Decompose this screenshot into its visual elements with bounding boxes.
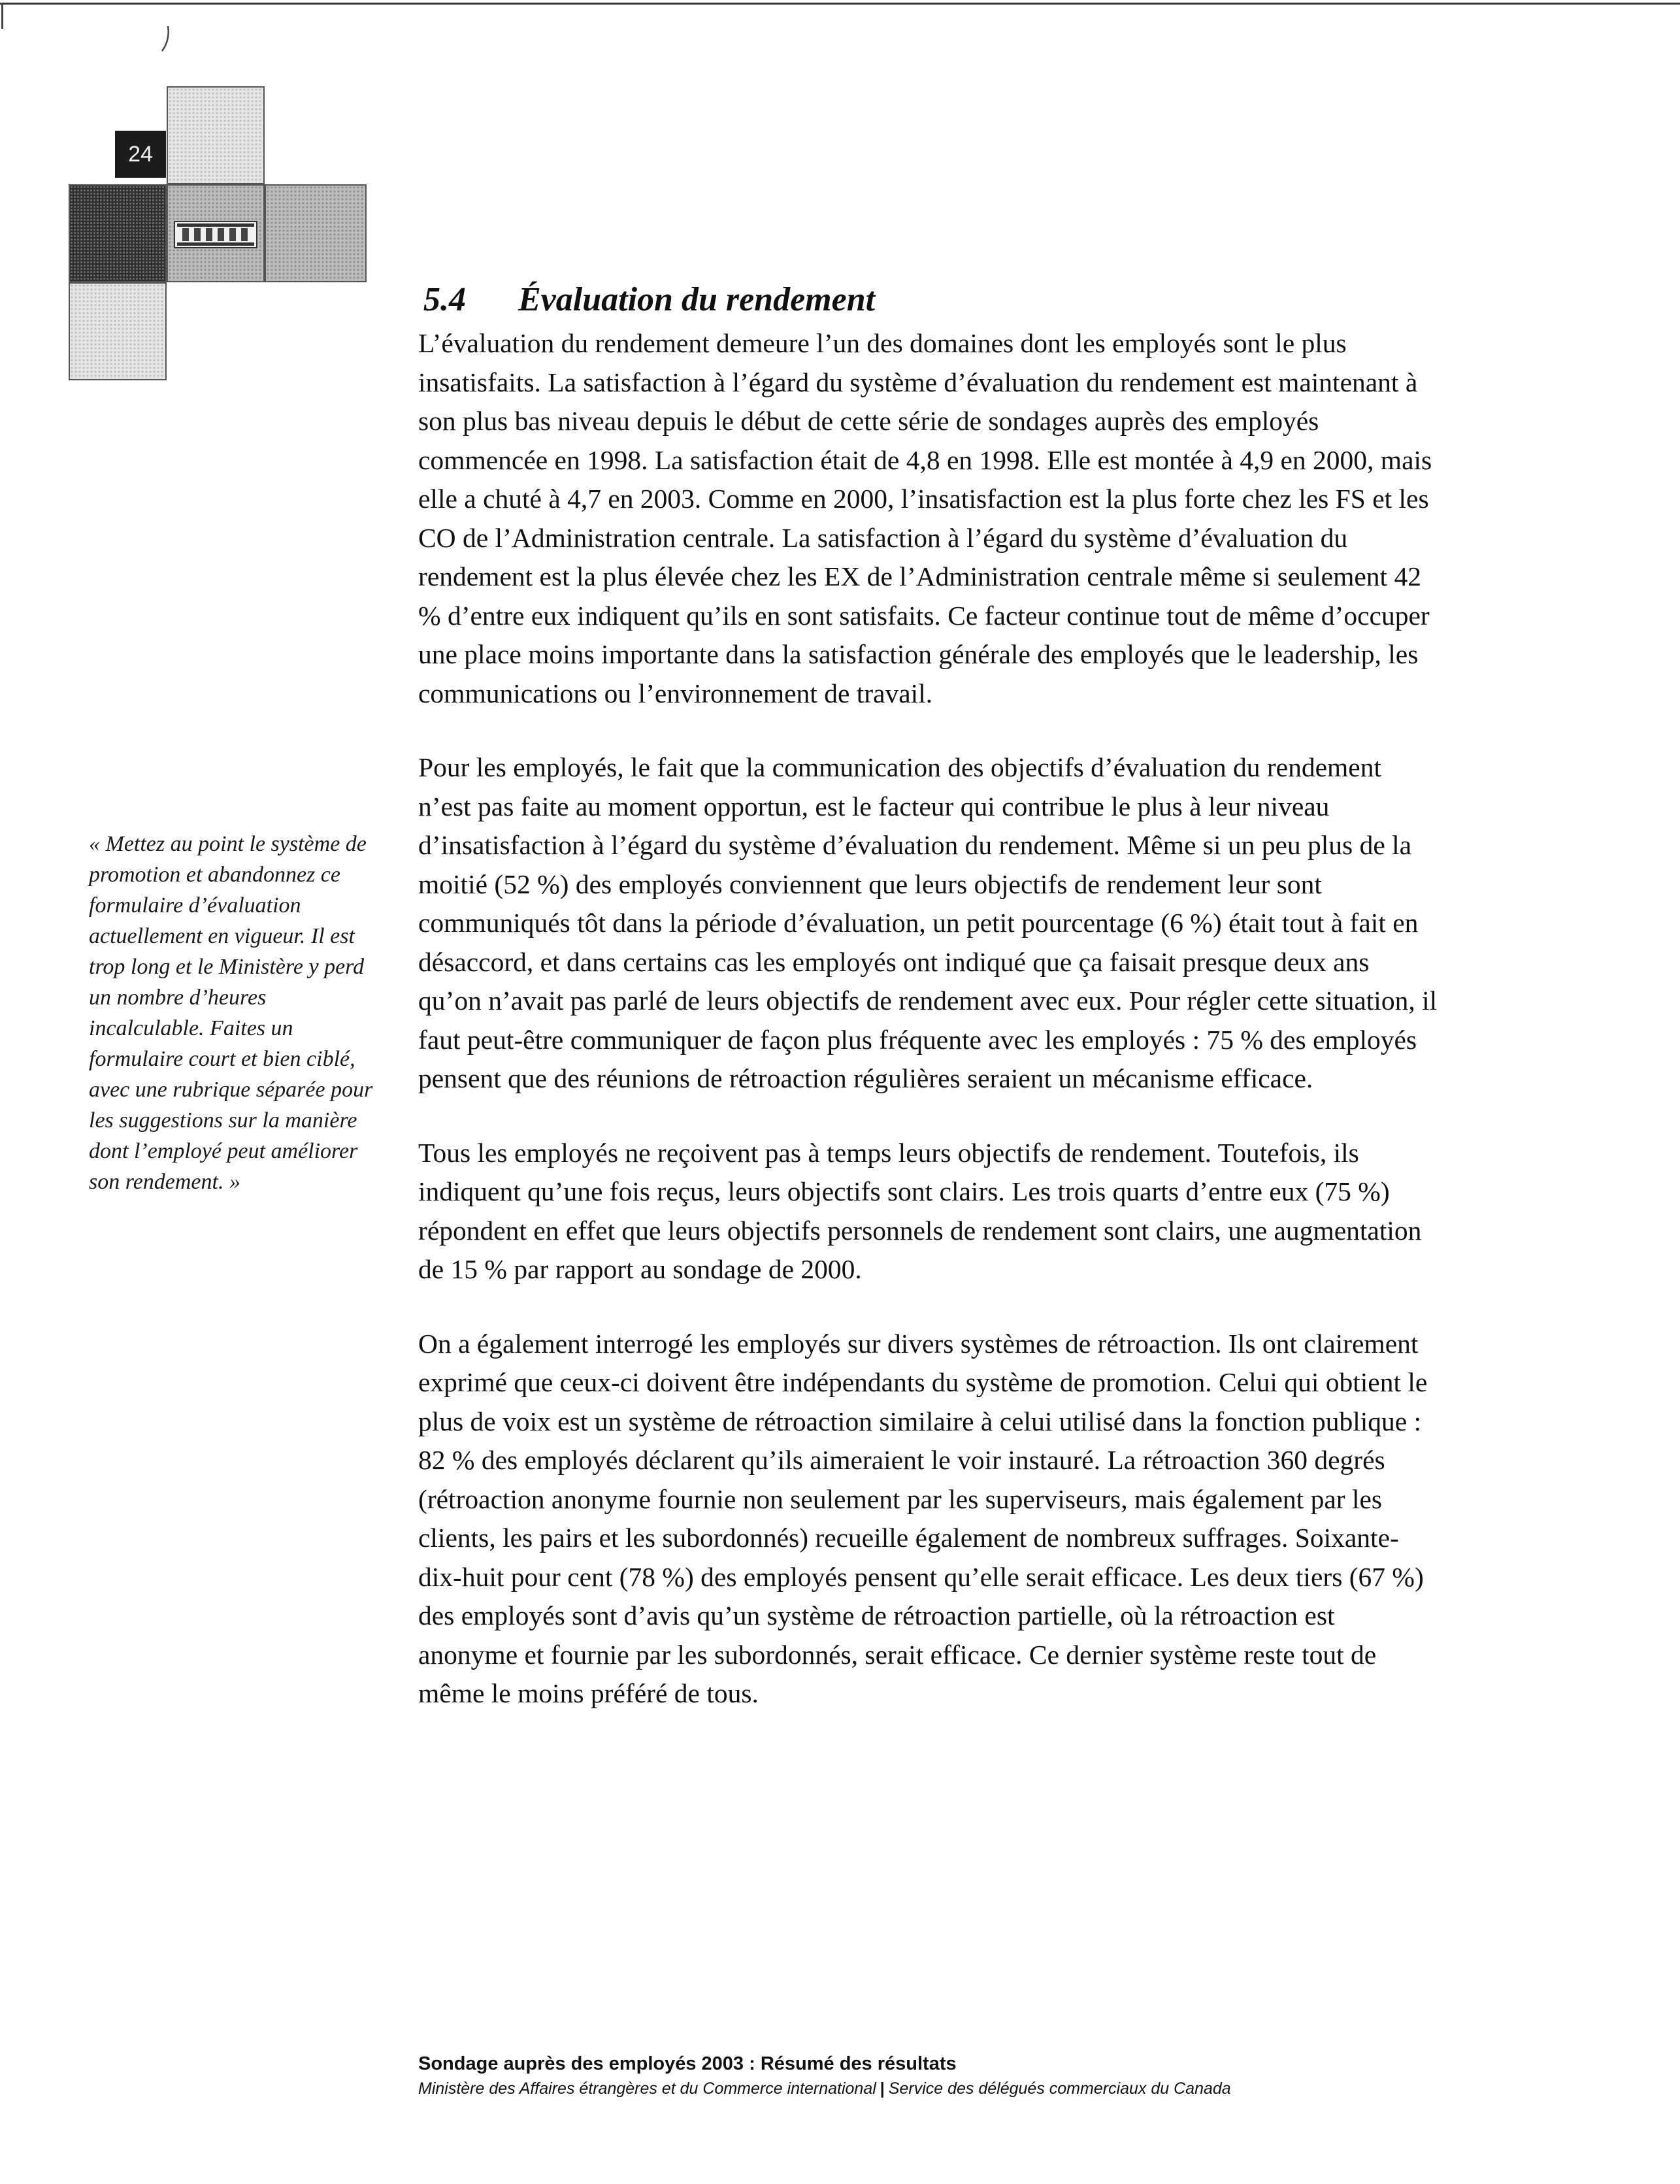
paragraph: L’évaluation du rendement demeure l’un des domaines dont les employés sont le plus insatisfaits. La satisfaction à l’égard du système d’évaluation du rendement est maintenant à son plus bas niveau depuis le début de cette série de sondages auprès des employés commencée en 1998. La satisfaction était de 4,8 en 1998. Elle est montée à 4,9 en 2000, mais elle a chuté à 4,7 en 2003. Comme en 2000, l’insatisfaction est la plus forte chez les FS et les CO de l’Administration centrale. La satisfaction à l’égard du système d’évaluation du rendement est la plus élevée chez les EX de l’Administration centrale même si seulement 42 % d’entre eux indiquent qu’ils en sont satisfaits. Ce facteur continue tout de même d’occuper une place moins importante dans la satisfaction générale des employés que le leadership, les communications ou l’environnement de travail. xyxy=(418,328,1432,708)
sidebar-quote: « Mettez au point le système de promotion et abandonnez ce formulaire d’évaluation actuellement en vigueur. Il est trop long et le Ministère y perd un nombre d’heures incalculable. Faites un formulaire court et bien ciblé, avec une rubrique séparée pour les suggestions sur la manière dont l’employé peut améliorer son rendement. » xyxy=(89,832,373,1194)
section-heading xyxy=(423,275,1600,325)
paragraph: On a également interrogé les employés sur divers systèmes de rétroaction. Ils ont clairement exprimé que ceux-ci doivent être indépendants du système de promotion. Celui qui obtient le plus de voix est un système de rétroaction similaire à celui utilisé dans la fonction publique : 82 % des employés déclarent qu’ils aimeraient le voir instauré. La rétroaction 360 degrés (rétroaction anonyme fournie non seulement par les superviseurs, mais également par les clients, les pairs et les subordonnés) recueille également de nombreux suffrages. Soixante-dix-huit pour cent (78 %) des employés pensent qu’elle serait efficace. Les deux tiers (67 %) des employés sont d’avis qu’un système de rétroaction partielle, où la rétroaction est anonyme et fournie par les subordonnés, serait efficace. Ce dernier système reste tout de même le moins préféré de tous. xyxy=(418,1328,1428,1708)
footer-service: Service des délégués commerciaux du Canada xyxy=(888,2079,1231,2098)
section-number: 5.4 xyxy=(423,281,466,319)
building-logo-icon xyxy=(168,186,263,281)
footer-title: Sondage auprès des employés 2003 : Résumé des résultats xyxy=(418,2053,957,2074)
paragraph: Pour les employés, le fait que la communication des objectifs d’évaluation du rendement n’est pas faite au moment opportun, est le facteur qui contribue le plus à leur niveau d’insatisfaction à l’égard du système d’évaluation du rendement. Même si un peu plus de la moitié (52 %) des employés conviennent que leurs objectifs de rendement leur sont communiqués tôt dans la période d’évaluation, un petit pourcentage (6 %) était tout à fait en désaccord, et dans certains cas les employés ont indiqué que ça faisait presque deux ans qu’on n’avait pas parlé de leurs objectifs de rendement avec eux. Pour régler cette situation, il faut peut-être communiquer de façon plus fréquente avec les employés : 75 % des employés pensent que des réunions de rétroaction régulières seraient un mécanisme efficace. xyxy=(418,752,1438,1093)
footer-separator: | xyxy=(880,2079,885,2098)
tile-right xyxy=(265,184,367,282)
page-number: 24 xyxy=(115,131,166,178)
scan-mark xyxy=(160,25,172,52)
tile-dark-left xyxy=(69,184,167,282)
footer-subtitle xyxy=(418,2077,1660,2100)
body-text xyxy=(418,324,1438,1749)
page-footer xyxy=(418,2051,1660,2100)
top-border-line xyxy=(0,3,1680,5)
paragraph: Tous les employés ne reçoivent pas à temps leurs objectifs de rendement. Toutefois, ils indiquent qu’une fois reçus, leurs objectifs sont clairs. Les trois quarts d’entre eux (75 %) répondent en effet que leurs objectifs personnels de rendement sont clairs, une augmentation de 15 % par rapport au sondage de 2000. xyxy=(418,1137,1422,1284)
section-title: Évaluation du rendement xyxy=(518,281,876,319)
tile-bottom xyxy=(69,282,167,380)
left-border-line xyxy=(1,3,3,29)
footer-ministry: Ministère des Affaires étrangères et du Commerce international xyxy=(418,2079,876,2098)
tile-logo xyxy=(167,184,265,282)
tile-top xyxy=(167,86,265,184)
